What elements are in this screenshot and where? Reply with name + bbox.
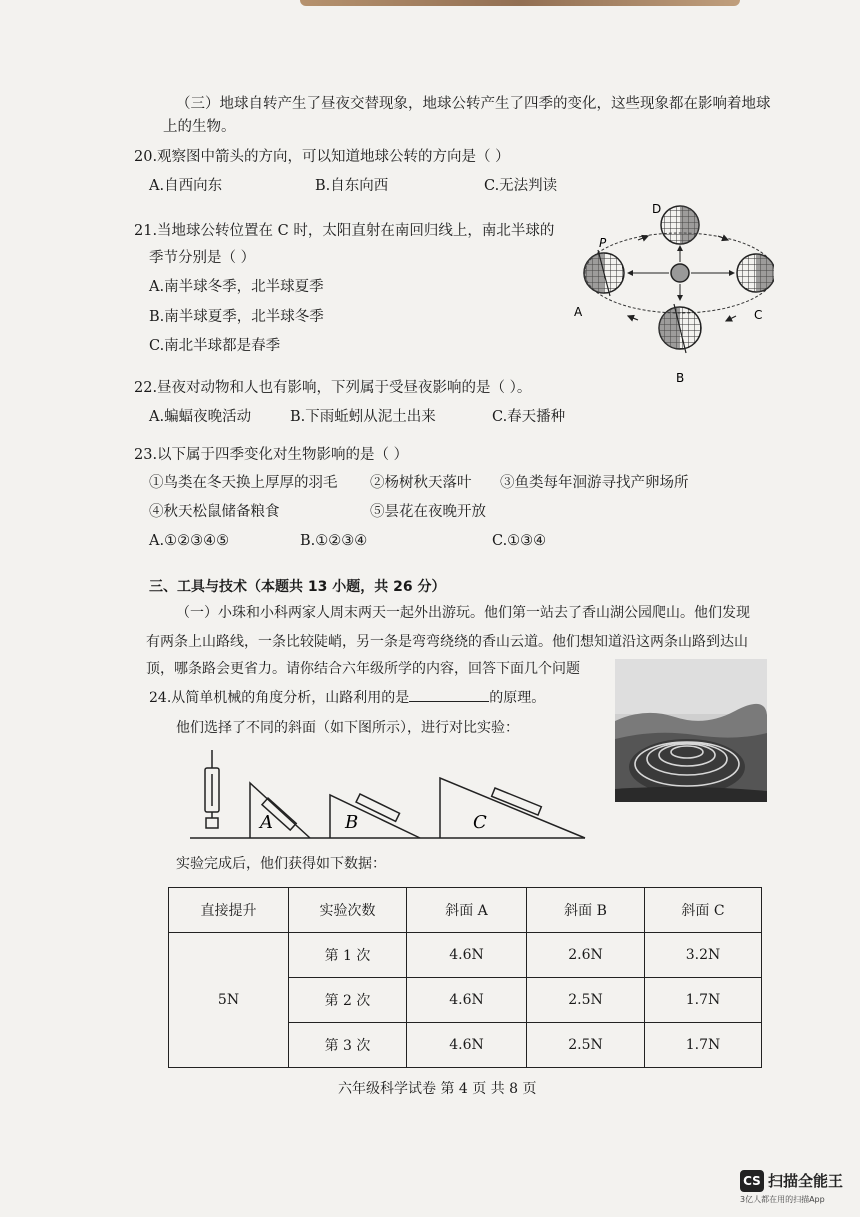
q23-option-b: B.①②③④ xyxy=(300,533,368,549)
q20-option-c: C.无法判读 xyxy=(484,178,558,194)
q24-stem-after: 的原理。 xyxy=(489,690,546,706)
earth-d-icon xyxy=(661,206,699,244)
orbit-label-c: C xyxy=(754,308,763,322)
earth-c-icon xyxy=(737,254,774,292)
section-intro-line1: （三）地球自转产生了昼夜交替现象，地球公转产生了四季的变化，这些现象都在影响着地球 xyxy=(176,96,771,112)
incline-a-cell: 4.6N xyxy=(407,933,527,978)
experiment-intro: 他们选择了不同的斜面（如下图所示），进行对比实验： xyxy=(176,720,519,736)
q22-option-b: B.下雨蚯蚓从泥土出来 xyxy=(290,409,436,425)
q23-item-5: ⑤昙花在夜晚开放 xyxy=(370,504,486,520)
sun-icon xyxy=(671,264,689,282)
q22-option-a: A.蝙蝠夜晚活动 xyxy=(149,409,252,425)
section-heading: 三、工具与技术（本题共 13 小题，共 26 分） xyxy=(149,579,446,595)
incline-b-cell: 2.6N xyxy=(527,933,645,978)
q23-item-1: ①鸟类在冬天换上厚厚的羽毛 xyxy=(149,475,338,491)
section-intro-line2: 上的生物。 xyxy=(163,119,236,135)
orbit-label-d: D xyxy=(652,202,662,216)
q23-item-3: ③鱼类每年洄游寻找产卵场所 xyxy=(500,475,689,491)
scenario-line2: 有两条上山路线，一条比较陡峭，另一条是弯弯绕绕的香山云道。他们想知道沿这两条山路到达山 xyxy=(146,634,748,650)
after-experiment-text: 实验完成后，他们获得如下数据： xyxy=(176,856,386,872)
q20-option-b: B.自东向西 xyxy=(315,178,389,194)
table-row xyxy=(169,933,762,978)
scenario-line1: （一）小珠和小科两家人周末两天一起外出游玩。他们第一站去了香山湖公园爬山。他们发现 xyxy=(176,605,750,621)
q21-option-b: B.南半球夏季，北半球冬季 xyxy=(149,309,324,325)
earth-a-icon xyxy=(584,250,624,296)
incline-c-cell: 3.2N xyxy=(645,933,762,978)
incline-c-cell: 1.7N xyxy=(645,1023,762,1068)
trial-cell: 第 2 次 xyxy=(289,978,407,1023)
q23-option-a: A.①②③④⑤ xyxy=(149,533,230,549)
incline-label-c: C xyxy=(473,812,487,833)
q24-stem xyxy=(149,687,545,708)
q24-answer-blank[interactable] xyxy=(409,687,489,702)
incline-experiment-diagram xyxy=(190,748,590,843)
scan-edge-artifact xyxy=(300,0,740,6)
q20-option-a: A.自西向东 xyxy=(149,178,223,194)
header-trial: 实验次数 xyxy=(289,888,407,933)
header-direct-lift: 直接提升 xyxy=(169,888,289,933)
incline-label-a: A xyxy=(260,812,273,833)
q21-stem-line1: 21.当地球公转位置在 C 时，太阳直射在南回归线上，南北半球的 xyxy=(134,223,555,239)
incline-a-cell: 4.6N xyxy=(407,1023,527,1068)
q21-option-a: A.南半球冬季，北半球夏季 xyxy=(149,279,324,295)
scanner-tagline: 3亿人都在用的扫描App xyxy=(740,1195,825,1204)
scenario-line3: 顶，哪条路会更省力。请你结合六年级所学的内容，回答下面几个问题 xyxy=(146,661,580,677)
earth-orbit-diagram xyxy=(568,198,774,388)
incline-b-cell: 2.5N xyxy=(527,978,645,1023)
q23-item-2: ②杨树秋天落叶 xyxy=(370,475,472,491)
page-footer: 六年级科学试卷 第 4 页 共 8 页 xyxy=(338,1081,537,1097)
earth-b-icon xyxy=(659,304,701,353)
q23-option-c: C.①③④ xyxy=(492,533,547,549)
q23-item-4: ④秋天松鼠储备粮食 xyxy=(149,504,280,520)
q21-option-c: C.南北半球都是春季 xyxy=(149,338,281,354)
incline-label-b: B xyxy=(345,812,359,833)
q22-option-c: C.春天播种 xyxy=(492,409,566,425)
table-header-row xyxy=(169,888,762,933)
header-incline-c: 斜面 C xyxy=(645,888,762,933)
camscanner-logo-icon: CS xyxy=(740,1170,764,1192)
trial-cell: 第 1 次 xyxy=(289,933,407,978)
header-incline-a: 斜面 A xyxy=(407,888,527,933)
orbit-label-a: A xyxy=(574,305,583,319)
mountain-road-photo xyxy=(615,659,767,802)
header-incline-b: 斜面 B xyxy=(527,888,645,933)
q21-stem-line2: 季节分别是（ ） xyxy=(149,250,256,266)
direct-lift-value: 5N xyxy=(169,933,289,1068)
orbit-label-p: P xyxy=(599,236,607,250)
incline-b-cell: 2.5N xyxy=(527,1023,645,1068)
q23-stem: 23.以下属于四季变化对生物影响的是（ ） xyxy=(134,447,409,463)
q24-stem-before: 24.从简单机械的角度分析，山路利用的是 xyxy=(149,690,410,706)
incline-a-cell: 4.6N xyxy=(407,978,527,1023)
spring-scale-icon xyxy=(205,750,219,828)
trial-cell: 第 3 次 xyxy=(289,1023,407,1068)
q20-stem: 20.观察图中箭头的方向，可以知道地球公转的方向是（ ） xyxy=(134,149,510,165)
incline-c-cell: 1.7N xyxy=(645,978,762,1023)
q22-stem: 22.昼夜对动物和人也有影响，下列属于受昼夜影响的是（ ）。 xyxy=(134,380,532,396)
scanner-app-name: 扫描全能王 xyxy=(768,1172,844,1190)
experiment-data-table xyxy=(168,887,762,1068)
orbit-label-b: B xyxy=(676,371,685,385)
